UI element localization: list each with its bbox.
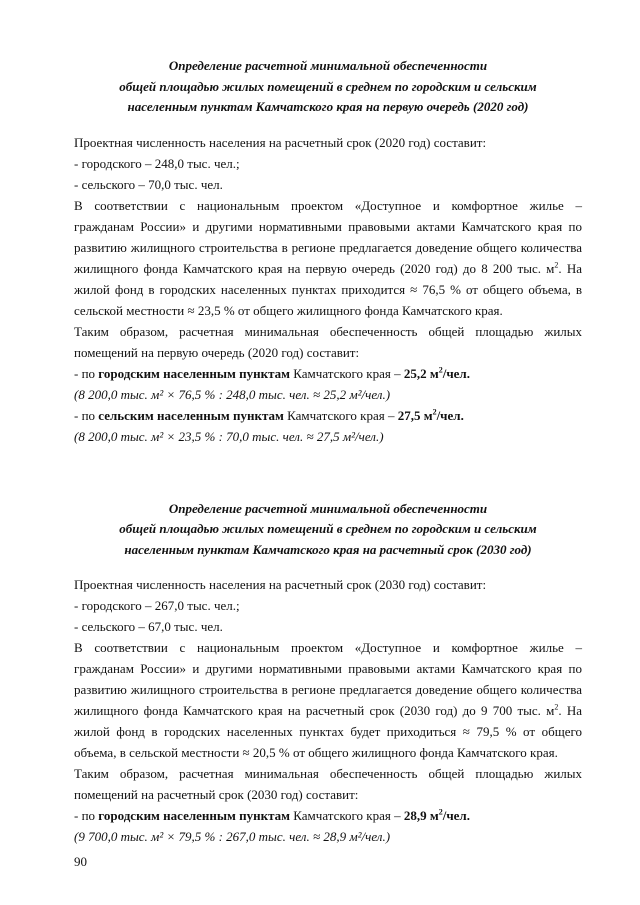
population-intro-text: Проектная численность населения на расчетный срок (2020 год) составит: <box>74 134 487 150</box>
paragraph-line: развитию жилищного строительства в регионе предлагается доведение общего количества <box>74 682 582 697</box>
paragraph-line: жилой фонд в городских населенных пунктах приходится ≈ 76,5 % от общего объема, в <box>74 281 582 297</box>
rural-population: - сельского – 70,0 тыс. чел. <box>74 176 223 192</box>
rural-calculation: (8 200,0 тыс. м² × 23,5 % : 70,0 тыс. чел. ≈ 27,5 м²/чел.) <box>74 428 384 444</box>
housing-paragraph <box>74 637 582 763</box>
result-prefix: - по <box>74 407 99 423</box>
section2-heading <box>74 499 582 561</box>
result-middle: Камчатского края – <box>290 808 404 823</box>
result-bold: городским населенным пунктам <box>98 365 291 381</box>
urban-population: - городского – 248,0 тыс. чел.; <box>74 155 240 171</box>
summary-line: Таким образом, расчетная минимальная обеспеченность общей площадью жилых <box>74 766 582 781</box>
result-prefix: - по <box>74 808 99 823</box>
section2-body <box>74 574 582 847</box>
summary-line: помещений на расчетный срок (2030 год) составит: <box>74 787 359 802</box>
summary-line: помещений на первую очередь (2020 год) составит: <box>74 344 360 360</box>
paragraph-line-tail: . На <box>558 260 582 276</box>
paragraph-line: сельской местности ≈ 23,5 % от общего жилищного фонда Камчатского края. <box>74 302 503 318</box>
paragraph-line: развитию жилищного строительства в регионе предлагается доведение общего количества <box>74 239 582 255</box>
superscript: 2 <box>554 260 559 270</box>
result-unit: /чел. <box>436 407 464 423</box>
summary-line: Таким образом, расчетная минимальная обеспеченность общей площадью жилых <box>74 323 582 339</box>
paragraph-line: гражданам России» и другими нормативными правовыми актами Камчатского края по <box>74 218 582 234</box>
paragraph-line: В соответствии с национальным проектом «Доступное и комфортное жилье – <box>74 197 582 213</box>
rural-population: - сельского – 67,0 тыс. чел. <box>74 619 223 634</box>
section1-heading-line: населенным пунктам Камчатского края на первую очередь (2020 год) <box>127 99 529 114</box>
result-unit: /чел. <box>442 808 470 823</box>
paragraph-line-text: жилищного фонда Камчатского края на расчетный срок (2030 год) до 9 700 тыс. м <box>74 703 555 718</box>
paragraph-line: жилой фонд в городских населенных пунктах будет приходиться ≈ 79,5 % от общего <box>74 724 582 739</box>
section1-heading-line: Определение расчетной минимальной обеспеченности <box>168 58 488 73</box>
paragraph-line-tail: . На <box>558 703 582 718</box>
result-bold: городским населенным пунктам <box>98 808 291 823</box>
population-intro: Проектная численность населения на расчетный срок (2030 год) составит: <box>74 577 487 592</box>
housing-paragraph <box>74 195 582 321</box>
urban-result <box>74 805 582 826</box>
page-number: 90 <box>74 854 87 869</box>
superscript: 2 <box>438 807 443 817</box>
result-unit: /чел. <box>442 365 470 381</box>
page-content <box>74 56 582 847</box>
urban-population: - городского – 267,0 тыс. чел.; <box>74 598 240 613</box>
section1-body <box>74 132 582 447</box>
paragraph-line <box>74 258 582 279</box>
paragraph-line: В соответствии с национальным проектом «Доступное и комфортное жилье – <box>74 640 582 655</box>
result-value: 25,2 м <box>403 365 439 381</box>
urban-calculation: (8 200,0 тыс. м² × 76,5 % : 248,0 тыс. чел. ≈ 25,2 м²/чел.) <box>74 386 391 402</box>
result-bold: сельским населенным пунктам <box>98 407 284 423</box>
result-middle: Камчатского края – <box>283 407 398 423</box>
paragraph-line <box>74 700 582 721</box>
urban-calculation: (9 700,0 тыс. м² × 79,5 % : 267,0 тыс. чел. ≈ 28,9 м²/чел.) <box>74 829 391 844</box>
paragraph-line: объема, в сельской местности ≈ 20,5 % от общего жилищного фонда Камчатского края. <box>74 745 558 760</box>
superscript: 2 <box>554 702 559 712</box>
section2-heading-line: населенным пунктам Камчатского края на расчетный срок (2030 год) <box>124 541 532 557</box>
superscript: 2 <box>432 407 437 417</box>
result-prefix: - по <box>74 365 99 381</box>
result-value: 28,9 м <box>403 808 439 823</box>
section2-heading-line: общей площадью жилых помещений в среднем по городским и сельским <box>119 521 537 536</box>
section2-heading-line: Определение расчетной минимальной обеспеченности <box>168 500 488 516</box>
superscript: 2 <box>438 365 443 375</box>
paragraph-line-text: жилищного фонда Камчатского края на первую очередь (2020 год) до 8 200 тыс. м <box>74 260 555 276</box>
result-middle: Камчатского края – <box>290 365 404 381</box>
result-value: 27,5 м <box>397 407 433 423</box>
population-intro <box>74 132 582 153</box>
urban-result <box>74 363 582 384</box>
rural-result <box>74 405 582 426</box>
section1-heading <box>74 56 582 118</box>
paragraph-line: гражданам России» и другими нормативными правовыми актами Камчатского края по <box>74 661 582 676</box>
section1-heading-line: общей площадью жилых помещений в среднем по городским и сельским <box>119 78 537 94</box>
